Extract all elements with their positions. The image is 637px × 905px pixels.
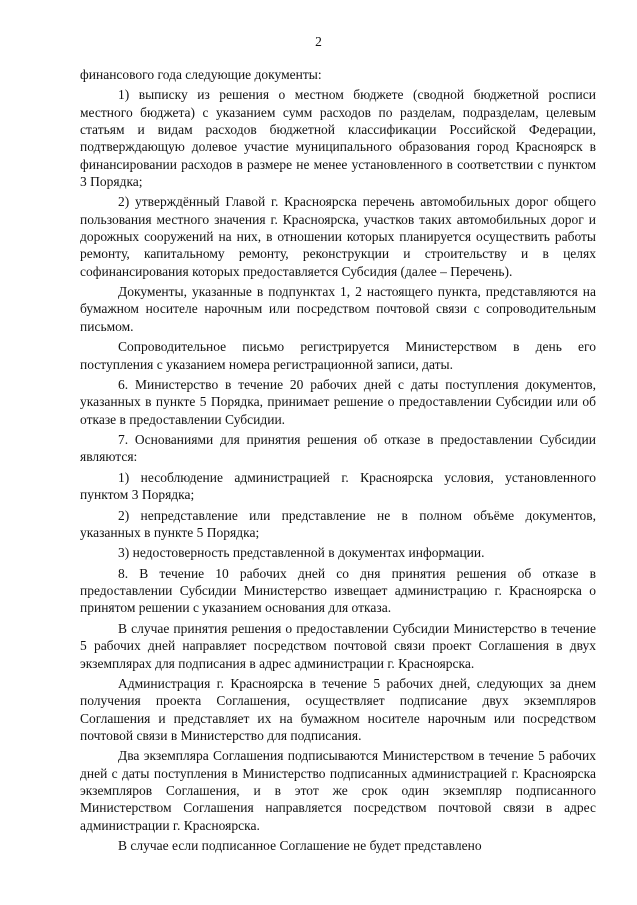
paragraph-ministry-signing: Два экземпляра Соглашения подписываются Министерством в течение 5 рабочих дней с даты поступления в Министерство подписанных администрацией г. Красноярска экземпляров Соглашения, и в этот же срок один экземпляр подписанного Министерством Соглашения направляется посредством почтовой связи в адрес администрации г. Красноярска. [80,748,596,833]
paragraph-item-6: 6. Министерство в течение 20 рабочих дней с даты поступления документов, указанных в пункте 5 Порядка, принимает решение о предоставлении Субсидии или об отказе в предоставлении Субсидии. [80,376,596,427]
page-number: 2 [315,34,322,49]
paragraph-unsubmitted-agreement: В случае если подписанное Соглашение не будет представлено [118,838,482,854]
paragraph-refusal-reason-3: 3) недостоверность представленной в документах информации. [118,545,485,561]
paragraph-refusal-reason-1: 1) несоблюдение администрацией г. Красноярска условия, установленного пунктом 3 Порядка; [80,469,596,503]
paragraph-cover-letter: Сопроводительное письмо регистрируется Министерством в день его поступления с указанием номера регистрационной записи, даты. [80,339,596,372]
document-body [80,66,596,858]
paragraph-refusal-reason-2: 2) непредставление или представление не в полном объёме документов, указанных в пункте 5 Порядка; [80,507,596,540]
paragraph-item-8: 8. В течение 10 рабочих дней со дня принятия решения об отказе в предоставлении Субсидии Министерство извещает администрацию г. Красноярска о принятом решении с указанием основания для отказа. [80,565,596,616]
paragraph-documents-delivery: Документы, указанные в подпунктах 1, 2 настоящего пункта, представляются на бумажном носителе нарочным или посредством почтовой связи с сопроводительным письмом. [80,284,596,334]
paragraph-item-7: 7. Основаниями для принятия решения об отказе в предоставлении Субсидии являются: [80,432,596,465]
paragraph-administration-signing: Администрация г. Красноярска в течение 5 рабочих дней, следующих за днем получения проекта Соглашения, осуществляет подписание двух экземпляров Соглашения и представляет их на бумажном носителе нарочным или посредством почтовой связи в Министерство для подписания. [80,676,596,743]
paragraph-budget-extract: 1) выписку из решения о местном бюджете (сводной бюджетной росписи местного бюджета) с указанием сумм расходов по разделам, подразделам, целевым статьям и видам расходов бюджетной классификации Российской Федерации, подтверждающую долевое участие муниципального образования город Красноярск в финансировании расходов в размере не менее установленного в соответствии с пунктом 3 Порядка; [80,87,596,189]
paragraph-roads-list: 2) утверждённый Главой г. Красноярска перечень автомобильных дорог общего пользования местного значения г. Красноярска, участков таких автомобильных дорог и дорожных сооружений на них, в отношении которых планируется осуществить работы ремонту, капитальному ремонту, реконструкции и строительству и в целях софинансирования которых предоставляется Субсидия (далее – Перечень). [80,194,596,279]
paragraph-agreement-draft: В случае принятия решения о предоставлении Субсидии Министерство в течение 5 рабочих дней направляет посредством почтовой связи проект Соглашения в двух экземплярах для подписания в адрес администрации г. Красноярска. [80,620,596,671]
paragraph-continuation: финансового года следующие документы: [80,67,322,82]
